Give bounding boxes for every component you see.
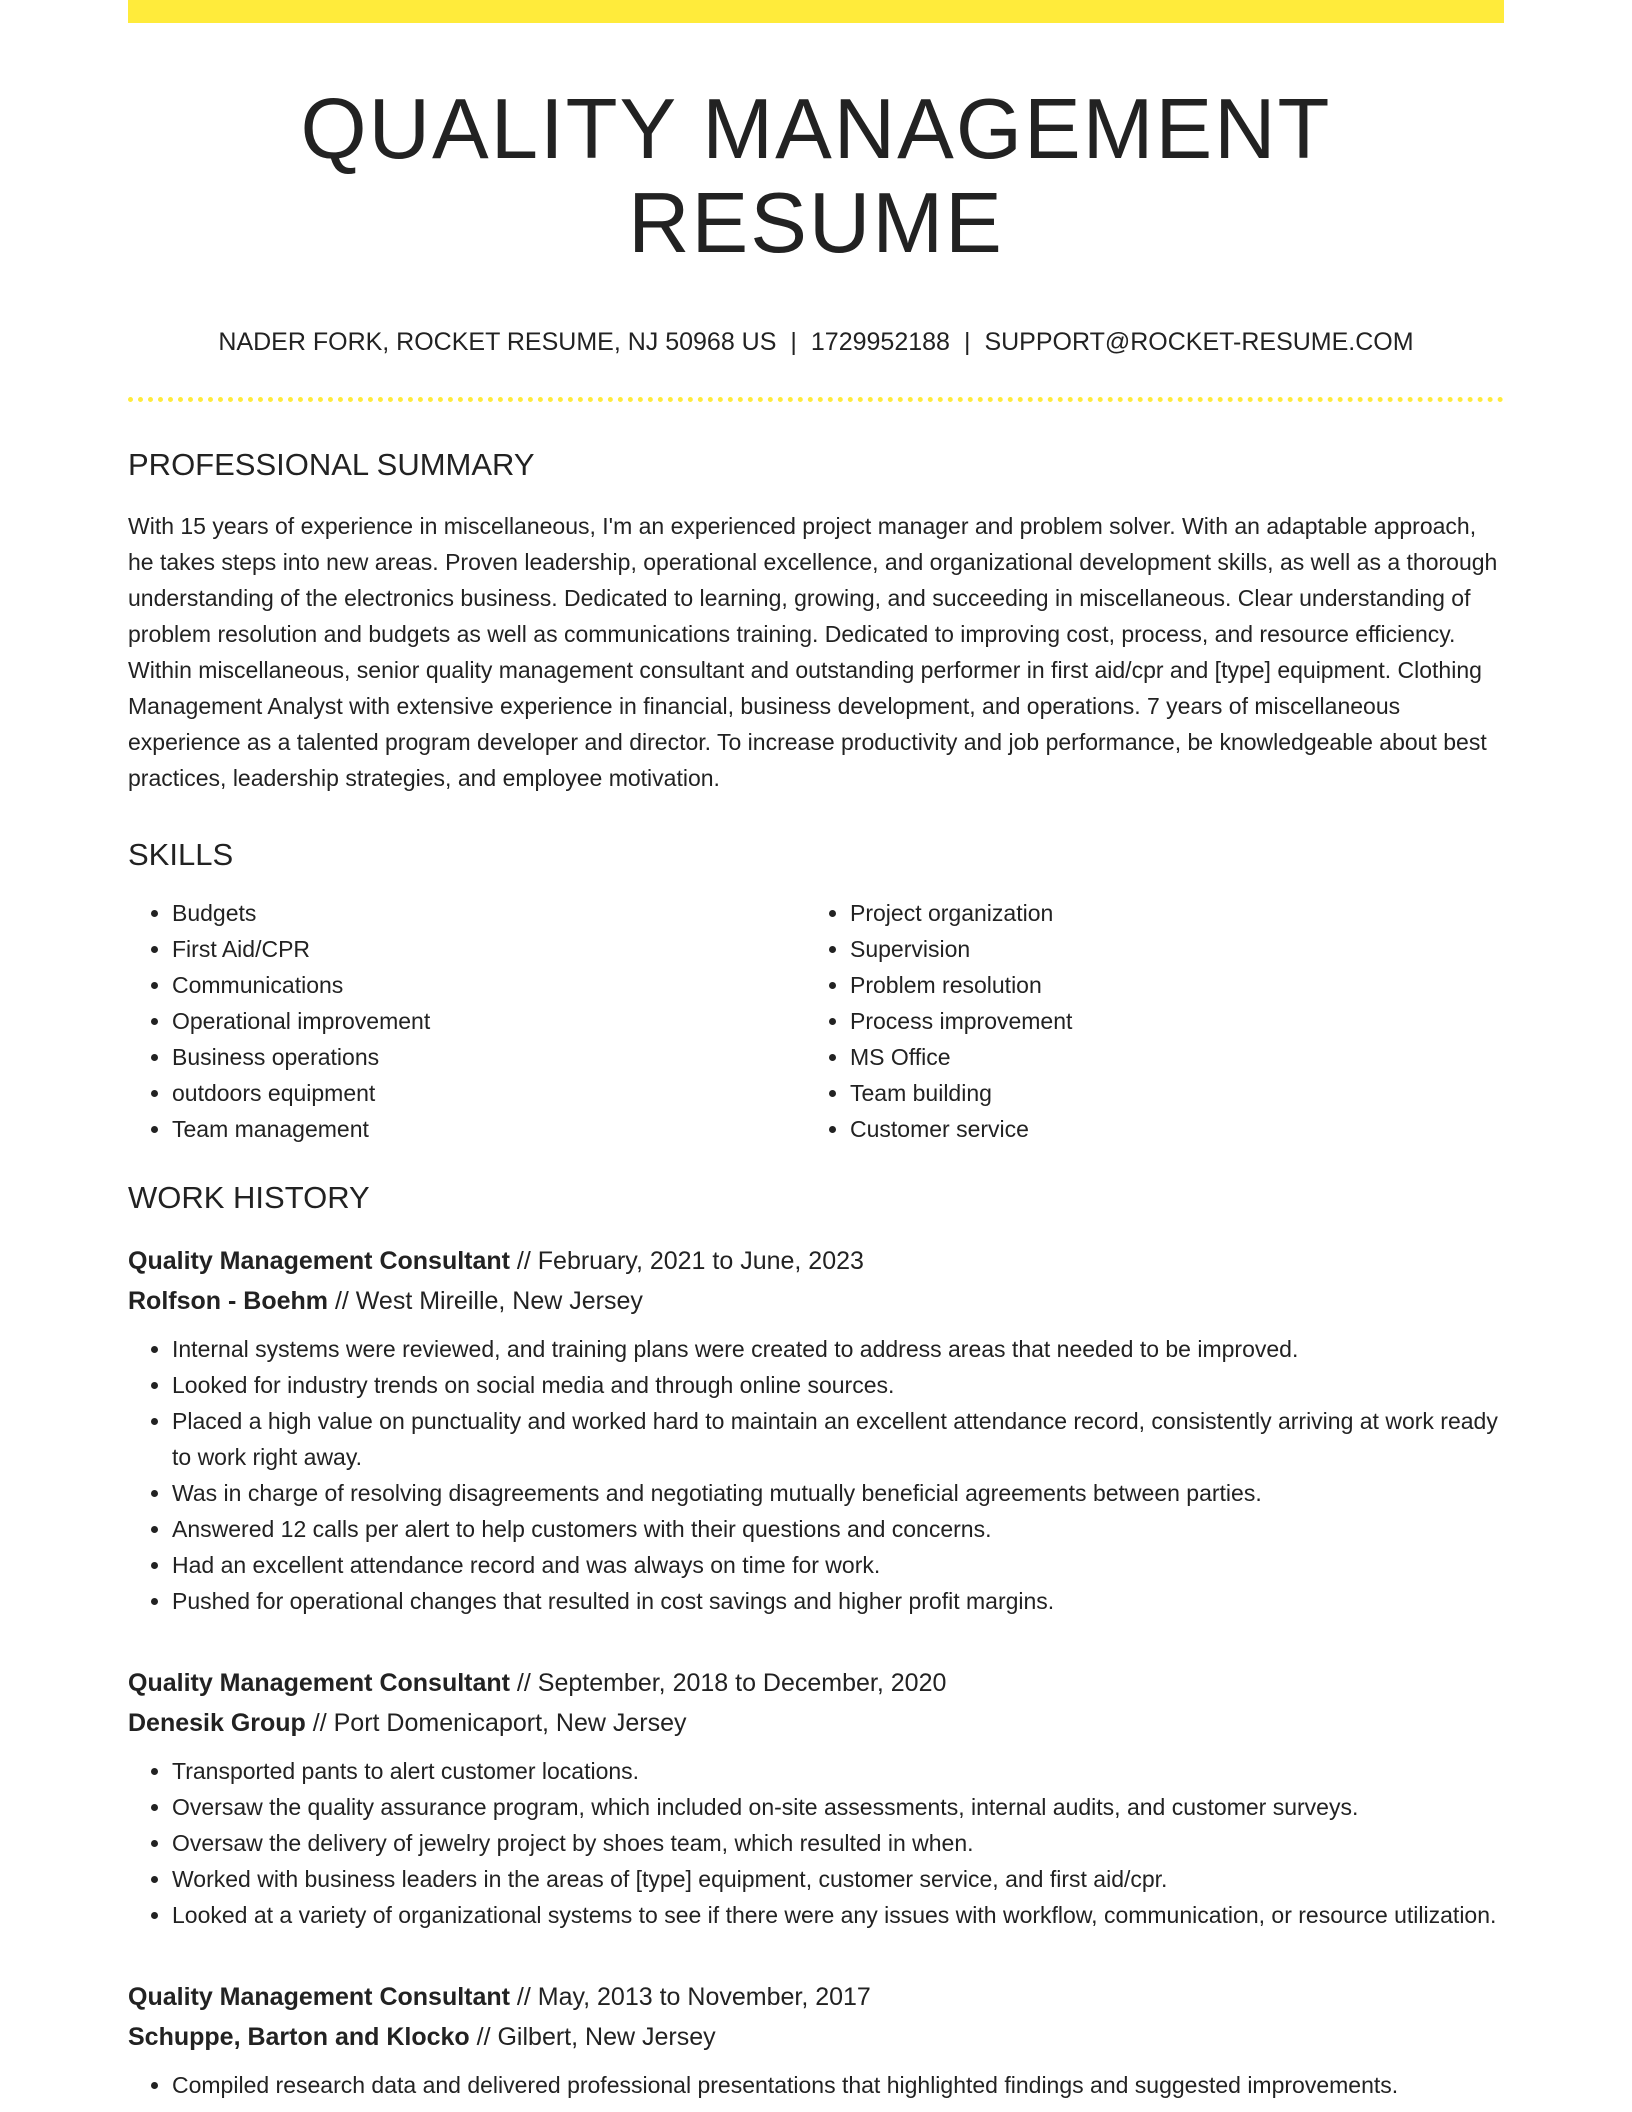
skills-column-right (806, 895, 1484, 1147)
skill-item: • First Aid/CPR (172, 931, 806, 967)
job-bullet: • Looked for industry trends on social media and through online sources. (172, 1367, 1504, 1403)
job-title-line (128, 1241, 1504, 1281)
job-location: // West Mireille, New Jersey (328, 1286, 643, 1315)
job-bullet: • Oversaw the quality assurance program, which included on-site assessments, internal audits, and customer surveys. (172, 1789, 1504, 1825)
job-location: // Gilbert, New Jersey (469, 2022, 716, 2051)
job-title-line (128, 1663, 1504, 1703)
contact-separator: | (963, 328, 971, 356)
job-bullet: • Oversaw the delivery of jewelry project by shoes team, which resulted in when. (172, 1825, 1504, 1861)
skill-item: • Process improvement (850, 1003, 1484, 1039)
dotted-divider (128, 397, 1504, 402)
job-bullets (128, 1331, 1504, 1619)
skill-item: • Team management (172, 1111, 806, 1147)
skills-column-left (128, 895, 806, 1147)
skill-item: • Team building (850, 1075, 1484, 1111)
skill-item: • MS Office (850, 1039, 1484, 1075)
job-dates: // February, 2021 to June, 2023 (509, 1246, 864, 1275)
summary-text: With 15 years of experience in miscellaneous, I'm an experienced project manager and problem solver. With an adaptable approach, he takes steps into new areas. Proven leadership, operational excellence, and organizational development skills, as well as a thorough understanding of the electronics business. Dedicated to learning, growing, and succeeding in miscellaneous. Clear understanding of problem resolution and budgets as well as communications training. Dedicated to improving cost, process, and resource efficiency. Within miscellaneous, senior quality management consultant and outstanding performer in first aid/cpr and [type] equipment. Clothing Management Analyst with extensive experience in financial, business development, and operations. 7 years of miscellaneous experience as a talented program developer and director. To increase productivity and job performance, be knowledgeable about best practices, leadership strategies, and employee motivation. (128, 513, 1498, 792)
skill-item: • Budgets (172, 895, 806, 931)
skill-item: • outdoors equipment (172, 1075, 806, 1111)
job-bullet: • Had an excellent attendance record and was always on time for work. (172, 1547, 1504, 1583)
skills-list (128, 895, 1504, 1147)
job-bullet: • Placed a high value on punctuality and worked hard to maintain an excellent attendance record, consistently arriving at work ready to work right away. (172, 1403, 1504, 1475)
job-company: Denesik Group (128, 1708, 306, 1737)
job-dates: // September, 2018 to December, 2020 (509, 1668, 947, 1697)
work-history-heading: WORK HISTORY (128, 1180, 370, 1216)
summary-heading: PROFESSIONAL SUMMARY (128, 447, 535, 482)
job-entry (128, 1241, 1504, 1619)
skills-heading: SKILLS (128, 837, 234, 873)
job-bullet: • Internal systems were reviewed, and training plans were created to address areas that needed to be improved. (172, 1331, 1504, 1367)
job-dates: // May, 2013 to November, 2017 (509, 1982, 871, 2011)
contact-phone: 1729952188 (810, 328, 950, 356)
job-bullets (128, 1753, 1504, 1933)
skill-item: • Communications (172, 967, 806, 1003)
job-company-line (128, 1703, 1504, 1743)
resume-title: QUALITY MANAGEMENT RESUME (300, 82, 1332, 271)
job-title-line (128, 1977, 1504, 2017)
job-bullet: • Worked with business leaders in the areas of [type] equipment, customer service, and first aid/cpr. (172, 1861, 1504, 1897)
job-company-line (128, 2017, 1504, 2057)
contact-address: NADER FORK, ROCKET RESUME, NJ 50968 US (218, 328, 777, 356)
job-bullet: • Transported pants to alert customer locations. (172, 1753, 1504, 1789)
contact-separator: | (790, 328, 797, 356)
contact-line (128, 327, 1504, 357)
job-title: Quality Management Consultant (128, 1982, 510, 2011)
job-bullet: • Was in charge of resolving disagreements and negotiating mutually beneficial agreements between parties. (172, 1475, 1504, 1511)
job-entry (128, 1663, 1504, 1933)
job-title: Quality Management Consultant (128, 1668, 510, 1697)
skill-item: • Operational improvement (172, 1003, 806, 1039)
job-company: Rolfson - Boehm (128, 1286, 328, 1315)
skill-item: • Business operations (172, 1039, 806, 1075)
job-company-line (128, 1281, 1504, 1321)
job-title: Quality Management Consultant (128, 1246, 510, 1275)
job-location: // Port Domenicaport, New Jersey (305, 1708, 687, 1737)
skill-item: • Project organization (850, 895, 1484, 931)
job-company: Schuppe, Barton and Klocko (128, 2022, 470, 2051)
skill-item: • Supervision (850, 931, 1484, 967)
top-accent-bar (128, 0, 1504, 23)
job-bullet: • Looked at a variety of organizational systems to see if there were any issues with workflow, communication, or resource utilization. (172, 1897, 1504, 1933)
job-bullet: • Answered 12 calls per alert to help customers with their questions and concerns. (172, 1511, 1504, 1547)
skill-item: • Problem resolution (850, 967, 1484, 1003)
skill-item: • Customer service (850, 1111, 1484, 1147)
job-bullet: • Pushed for operational changes that resulted in cost savings and higher profit margins. (172, 1583, 1504, 1619)
job-bullet: • Compiled research data and delivered professional presentations that highlighted findings and suggested improvements. (172, 2067, 1504, 2103)
contact-email: SUPPORT@ROCKET-RESUME.COM (984, 328, 1414, 356)
job-entry (128, 1977, 1504, 2103)
resume-page (128, 0, 1504, 2103)
job-bullets (128, 2067, 1504, 2103)
